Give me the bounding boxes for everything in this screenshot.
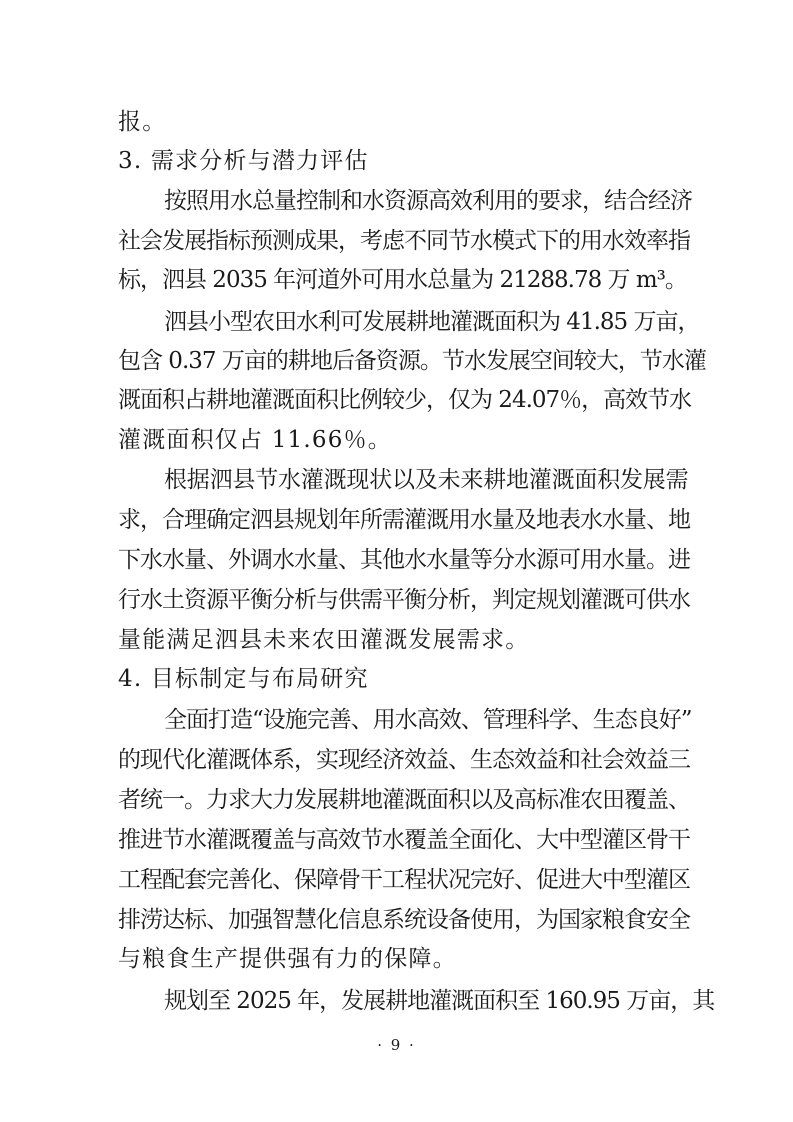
section-heading: 3. 需求分析与潜力评估 — [118, 148, 369, 174]
text-line: 灌溉面积仅占 11.66％。 — [118, 427, 392, 453]
text-line: 包含 0.37 万亩的耕地后备资源。节水发展空间较大，节水灌 — [118, 348, 706, 374]
text-line: 者统一。力求大力发展耕地灌溉面积以及高标准农田覆盖、 — [118, 787, 690, 813]
text-line: 量能满足泗县未来农田灌溉发展需求。 — [118, 627, 530, 653]
text-line: 按照用水总量控制和水资源高效利用的要求，结合经济 — [164, 188, 692, 214]
text-line: 的现代化灌溉体系，实现经济效益、生态效益和社会效益三 — [118, 747, 690, 773]
text-line: 行水土资源平衡分析与供需平衡分析，判定规划灌溉可供水 — [118, 587, 690, 613]
text-line: 规划至 2025 年，发展耕地灌溉面积至 160.95 万亩，其 — [164, 988, 715, 1014]
text-line: 标，泗县 2035 年河道外可用水总量为 21288.78 万 m³。 — [118, 267, 687, 293]
text-line: 社会发展指标预测成果，考虑不同节水模式下的用水效率指 — [118, 228, 690, 254]
text-line: 下水水量、外调水水量、其他水水量等分水源可用水量。进 — [118, 547, 690, 573]
text-line: 求，合理确定泗县规划年所需灌溉用水量及地表水水量、地 — [118, 507, 690, 533]
text-line: 报。 — [118, 109, 167, 135]
text-line: 泗县小型农田水利可发展耕地灌溉面积为 41.85 万亩， — [164, 309, 700, 335]
section-heading: 4. 目标制定与布局研究 — [118, 666, 369, 692]
page-number: · 9 · — [377, 1036, 416, 1054]
text-line: 与粮食生产提供强有力的保障。 — [118, 946, 457, 972]
text-line: 排涝达标、加强智慧化信息系统设备使用，为国家粮食安全 — [118, 907, 690, 933]
text-line: 根据泗县节水灌溉现状以及未来耕地灌溉面积发展需 — [164, 467, 689, 493]
text-line: 推进节水灌溉覆盖与高效节水覆盖全面化、大中型灌区骨干 — [118, 827, 690, 853]
text-line: 溉面积占耕地灌溉面积比例较少，仅为 24.07％，高效节水 — [118, 387, 692, 413]
text-line: 工程配套完善化、保障骨干工程状况完好、促进大中型灌区 — [118, 867, 690, 893]
text-line: 全面打造“设施完善、用水高效、管理科学、生态良好” — [164, 707, 692, 733]
